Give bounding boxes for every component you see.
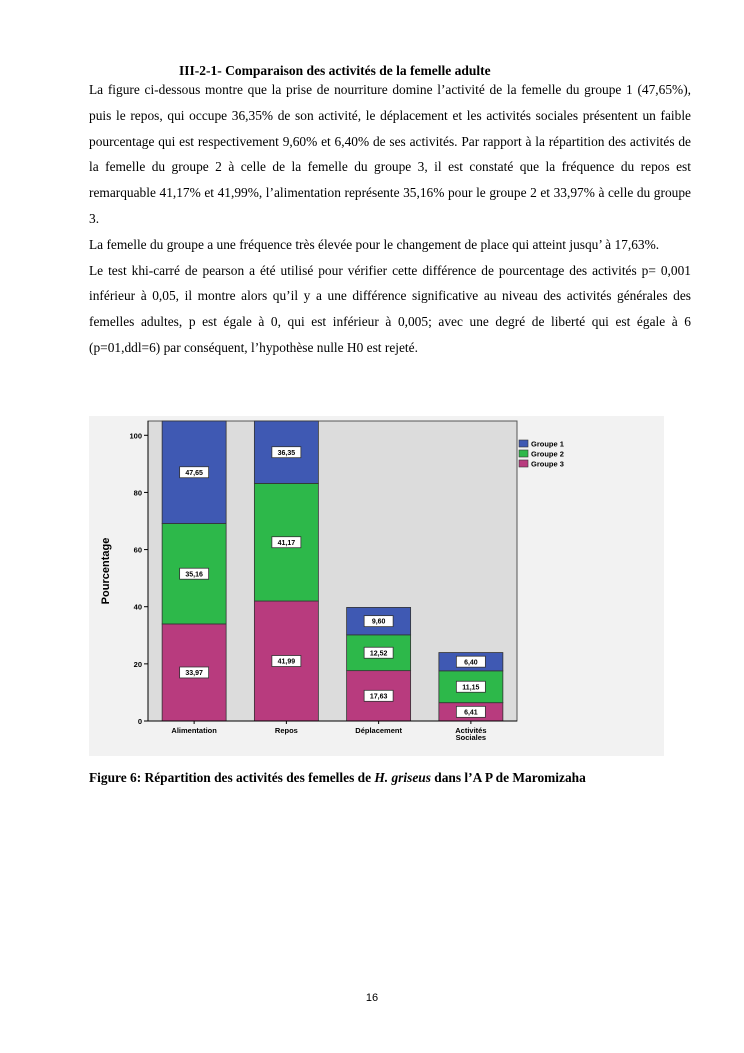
- data-label-groupe-3-repos: 41,99: [277, 658, 296, 666]
- y-tick-label-100: 100: [129, 431, 142, 441]
- legend-swatch-groupe-3: [519, 460, 528, 467]
- paragraph-3: Le test khi-carré de pearson a été utilisé pour vérifier cette différence de pourcentage des activités p= 0,001 inférieur à 0,05, il montre alors qu’il y a une différence significative au niveau des activités générales des femelles adultes, p est égale à 0, qui est inférieur à 0,005; avec une degré de liberté qui est égale à 6 (p=01,ddl=6) par conséquent, l’hypothèse nulle H0 est rejeté.: [89, 262, 691, 355]
- data-label-groupe-2-repos: 41,17: [277, 539, 296, 547]
- legend-swatch-groupe-2: [519, 450, 528, 457]
- x-tick-label-deplacement: Déplacement: [355, 726, 402, 735]
- data-label-groupe-1-repos: 36,35: [277, 449, 296, 457]
- y-tick-label-20: 20: [133, 659, 142, 669]
- caption-species: H. griseus: [374, 770, 431, 785]
- x-tick-label-alimentation: Alimentation: [171, 726, 217, 735]
- data-label-groupe-1-activites-sociales: 6,40: [464, 659, 478, 667]
- data-label-groupe-1-deplacement: 9,60: [371, 618, 386, 626]
- paragraph-1: La figure ci-dessous montre que la prise de nourriture domine l’activité de la femelle du groupe 1 (47,65%), puis le repos, qui occupe 36,35% de son activité, le déplacement et les activités sociales présentent un faible pourcentage qui est respectivement 9,60% et 6,40% de ses activités. Par rapport à la répartition des activités de la femelle du groupe 2 à celle de la femelle du groupe 3, il est constaté que la fréquence du repos est remarquable 41,17% et 41,99%, l’alimentation représente 35,16% pour le groupe 2 et 33,97% à celle du groupe 3.: [89, 82, 691, 226]
- data-label-groupe-2-deplacement: 12,52: [369, 650, 388, 658]
- legend-label-groupe-2: Groupe 2: [531, 449, 564, 459]
- y-tick-label-60: 60: [133, 545, 142, 555]
- body-text: [89, 77, 691, 361]
- y-tick-label-40: 40: [133, 602, 142, 612]
- x-tick-label-repos: Repos: [274, 726, 298, 735]
- section-heading: III-2-1- Comparaison des activités de la femelle adulte: [179, 63, 491, 78]
- caption-suffix: dans l’A P de Maromizaha: [430, 770, 586, 785]
- caption-prefix: Figure 6: Répartition des activités des femelles de: [89, 770, 375, 785]
- x-tick-label-activites-sociales: Activités Sociales: [455, 726, 487, 742]
- data-label-groupe-2-alimentation: 35,16: [185, 571, 203, 579]
- data-label-groupe-3-alimentation: 33,97: [185, 670, 203, 678]
- page-number: 16: [365, 992, 379, 1004]
- legend-swatch-groupe-1: [519, 440, 528, 447]
- data-label-groupe-2-activites-sociales: 11,15: [462, 684, 480, 692]
- legend-label-groupe-3: Groupe 3: [531, 459, 564, 469]
- data-label-groupe-3-deplacement: 17,63: [369, 693, 388, 701]
- legend-label-groupe-1: Groupe 1: [531, 439, 564, 449]
- data-label-groupe-3-activites-sociales: 6,41: [464, 709, 478, 717]
- stacked-bar-chart: [89, 416, 664, 756]
- figure-caption: [89, 769, 709, 787]
- data-label-groupe-1-alimentation: 47,65: [185, 469, 203, 477]
- paragraph-2: La femelle du groupe a une fréquence très élevée pour le changement de place qui atteint jusqu’ à 17,63%.: [89, 236, 660, 252]
- y-tick-label-0: 0: [137, 717, 142, 726]
- y-axis-label: Pourcentage: [100, 537, 112, 605]
- y-tick-label-80: 80: [133, 488, 142, 498]
